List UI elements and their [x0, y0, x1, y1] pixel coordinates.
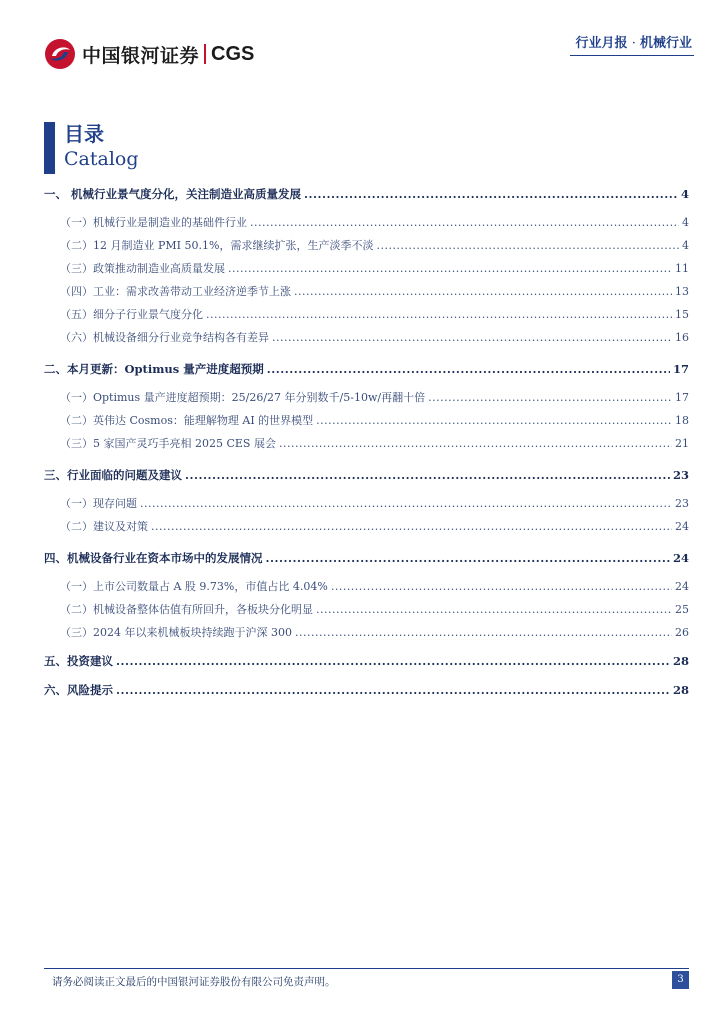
toc-section-entry[interactable] [44, 518, 689, 534]
disclaimer-text: 请务必阅读正文最后的中国银河证券股份有限公司免责声明。 [52, 976, 336, 988]
toc-dot-leader [295, 626, 672, 639]
toc-entry-title: （一）机械行业是制造业的基础件行业 [60, 216, 247, 229]
toc-dot-leader [272, 331, 672, 344]
toc-section-entry[interactable] [44, 283, 689, 299]
toc-dot-leader [250, 216, 679, 229]
toc-entry-title: 四、机械设备行业在资本市场中的发展情况 [44, 551, 263, 565]
toc-chapter-entry[interactable] [44, 653, 689, 669]
toc-dot-leader [116, 654, 670, 668]
industry-category: 机械行业 [639, 36, 692, 51]
toc-entry-title: （五）细分子行业景气度分化 [60, 308, 203, 321]
toc-dot-leader [116, 683, 670, 697]
toc-section-entry[interactable] [44, 306, 689, 322]
toc-section-entry[interactable] [44, 237, 689, 253]
toc-entry-title: （三）政策推动制造业高质量发展 [60, 262, 225, 275]
toc-page-number: 4 [682, 216, 689, 229]
header-rule [570, 55, 694, 56]
toc-section-entry[interactable] [44, 412, 689, 428]
toc-entry-title: （二）建议及对策 [60, 520, 148, 533]
toc-entry-title: （一）现存问题 [60, 497, 137, 510]
toc-page-number: 24 [675, 520, 689, 533]
toc-section-entry[interactable] [44, 260, 689, 276]
report-type: 行业月报 [575, 36, 628, 51]
toc-chapter-entry[interactable] [44, 361, 689, 377]
toc-dot-leader [140, 497, 672, 510]
toc-page-number: 18 [675, 414, 689, 427]
toc-page-number: 4 [682, 239, 689, 252]
toc-entry-title: （二）英伟达 Cosmos：能理解物理 AI 的世界模型 [60, 414, 314, 427]
title-chinese: 目录 [64, 122, 104, 146]
toc-section-entry[interactable] [44, 329, 689, 345]
toc-page-number: 24 [675, 580, 689, 593]
toc-entry-title: （三）5 家国产灵巧手亮相 2025 CES 展会 [60, 437, 276, 450]
report-type-label [576, 32, 692, 51]
toc-entry-title: 六、风险提示 [44, 683, 113, 697]
toc-page-number: 26 [675, 626, 689, 639]
toc-dot-leader [228, 262, 672, 275]
toc-dot-leader [279, 437, 672, 450]
toc-dot-leader [376, 239, 679, 252]
toc-page-number: 4 [680, 187, 689, 201]
toc-dot-leader [316, 414, 672, 427]
toc-page-number: 24 [672, 551, 689, 565]
toc-entry-title: （二）12 月制造业 PMI 50.1%，需求继续扩张，生产淡季不淡 [60, 239, 374, 252]
toc-dot-leader [294, 285, 672, 298]
logo-divider [204, 44, 206, 64]
title-english: Catalog [64, 148, 139, 170]
title-accent-bar [44, 122, 55, 174]
company-logo [44, 38, 254, 70]
toc-page-number: 16 [675, 331, 689, 344]
toc-page-number: 21 [675, 437, 689, 450]
toc-chapter-entry[interactable] [44, 550, 689, 566]
toc-chapter-entry[interactable] [44, 682, 689, 698]
logo-chinese-name: 中国银河证券 [82, 45, 200, 67]
toc-dot-leader [206, 308, 672, 321]
toc-page-number: 11 [675, 262, 689, 275]
toc-dot-leader [267, 362, 670, 376]
toc-entry-title: （三）2024 年以来机械板块持续跑于沪深 300 [60, 626, 292, 639]
page-header [0, 0, 724, 90]
toc-dot-leader [316, 603, 672, 616]
toc-page-number: 15 [675, 308, 689, 321]
page-number: 3 [672, 971, 689, 989]
toc-entry-title: 三、行业面临的问题及建议 [44, 468, 182, 482]
toc-dot-leader [428, 391, 672, 404]
toc-page-number: 17 [672, 362, 689, 376]
toc-section-entry[interactable] [44, 624, 689, 640]
logo-english-name: CGS [211, 42, 255, 65]
toc-section-entry[interactable] [44, 578, 689, 594]
toc-entry-title: （六）机械设备细分行业竞争结构各有差异 [60, 331, 269, 344]
cgs-logo-icon [44, 38, 76, 70]
toc-page-number: 28 [672, 683, 689, 697]
toc-chapter-entry[interactable] [44, 467, 689, 483]
toc-page-number: 13 [675, 285, 689, 298]
footer-rule [44, 968, 689, 969]
toc-entry-title: （一）Optimus 量产进度超预期：25/26/27 年分别数千/5-10w/再翻十倍 [60, 391, 426, 404]
toc-page-number: 28 [672, 654, 689, 668]
toc-entry-title: （一）上市公司数量占 A 股 9.73%，市值占比 4.04% [60, 580, 328, 593]
toc-entry-title: 五、投资建议 [44, 654, 113, 668]
toc-chapter-entry[interactable] [44, 186, 689, 202]
toc-dot-leader [151, 520, 672, 533]
toc-section-entry[interactable] [44, 601, 689, 617]
toc-entry-title: 一、 机械行业景气度分化，关注制造业高质量发展 [44, 187, 302, 201]
toc-dot-leader [185, 468, 670, 482]
toc-section-entry[interactable] [44, 495, 689, 511]
toc-dot-leader [331, 580, 672, 593]
toc-entry-title: （二）机械设备整体估值有所回升，各板块分化明显 [60, 603, 313, 616]
toc-page-number: 25 [675, 603, 689, 616]
toc-section-entry[interactable] [44, 435, 689, 451]
toc-page-number: 23 [672, 468, 689, 482]
header-separator: · [631, 36, 636, 51]
toc-entry-title: （四）工业：需求改善带动工业经济逆季节上涨 [60, 285, 291, 298]
toc-dot-leader [304, 187, 678, 201]
toc-section-entry[interactable] [44, 214, 689, 230]
toc-dot-leader [266, 551, 670, 565]
toc-entry-title: 二、本月更新：Optimus 量产进度超预期 [44, 362, 264, 376]
toc-section-entry[interactable] [44, 389, 689, 405]
toc-page-number: 17 [675, 391, 689, 404]
toc-page-number: 23 [675, 497, 689, 510]
